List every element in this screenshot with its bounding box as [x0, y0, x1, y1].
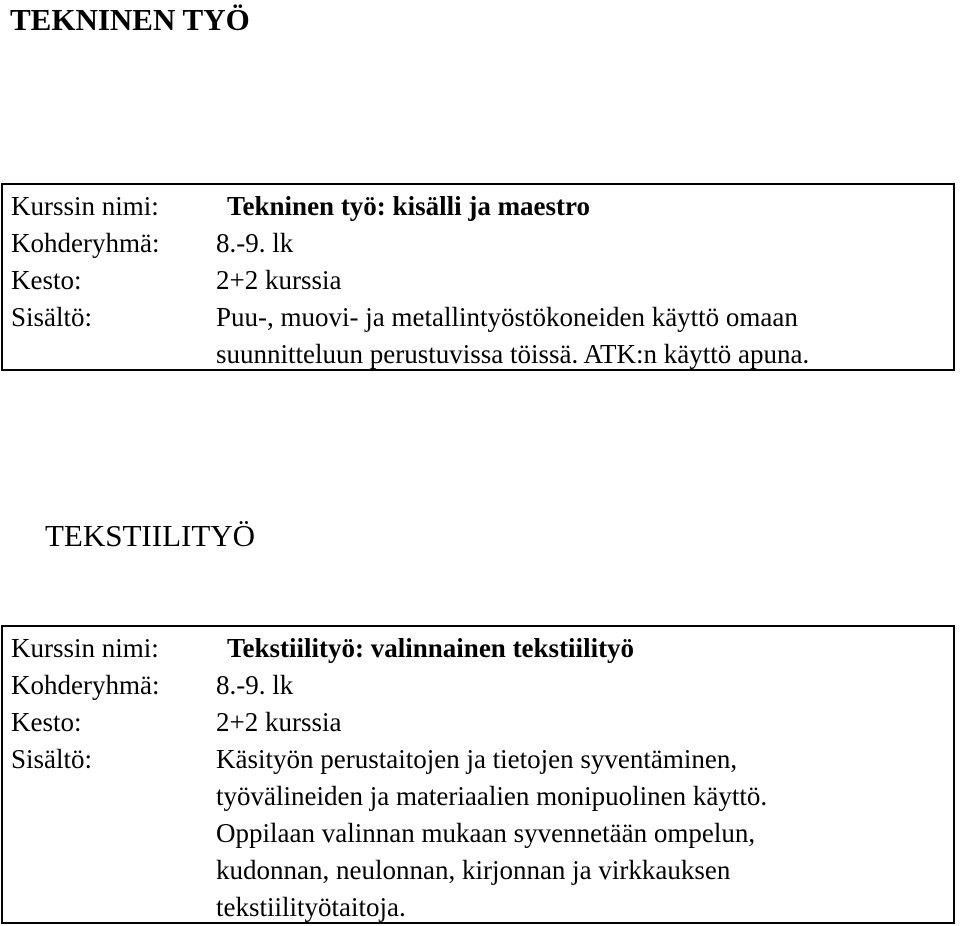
course-name-value: Tekstiilityö: valinnainen tekstiilityö: [227, 633, 635, 663]
target-group-row: [3, 225, 953, 262]
section-heading-tekstiilityo: TEKSTIILITYÖ: [45, 518, 256, 553]
target-group-label: Kohderyhmä:: [11, 228, 160, 258]
duration-value: 2+2 kurssia: [216, 265, 342, 295]
duration-value: 2+2 kurssia: [216, 707, 342, 737]
target-group-value: 8.-9. lk: [216, 228, 294, 258]
content-value: Puu-, muovi- ja metallintyöstökoneiden käyttö omaan suunnitteluun perustuvissa töissä. ATK:n käyttö apuna.: [216, 302, 810, 369]
target-group-value: 8.-9. lk: [216, 670, 294, 700]
content-row: [3, 299, 953, 373]
course-name-label: Kurssin nimi:: [11, 633, 159, 663]
content-label: Sisältö:: [11, 302, 93, 332]
target-group-row: [3, 667, 953, 704]
course-name-label: Kurssin nimi:: [11, 191, 159, 221]
course-name-row: [3, 630, 953, 667]
duration-row: [3, 262, 953, 299]
section-heading-tekninen-tyo: TEKNINEN TYÖ: [10, 2, 250, 37]
content-label: Sisältö:: [11, 744, 93, 774]
duration-label: Kesto:: [11, 707, 82, 737]
course-info-box-tekninen-tyo: [1, 183, 955, 371]
content-value: Käsityön perustaitojen ja tietojen syventäminen, työvälineiden ja materiaalien monipuolinen käyttö. Oppilaan valinnan mukaan syvennetään ompelun, kudonnan, neulonnan, kirjonnan ja virkkauksen tekstiilityötaitoja.: [216, 744, 768, 922]
target-group-label: Kohderyhmä:: [11, 670, 160, 700]
course-info-box-tekstiilityo: [1, 625, 955, 924]
course-name-row: [3, 188, 953, 225]
duration-row: [3, 704, 953, 741]
course-name-value: Tekninen työ: kisälli ja maestro: [227, 191, 591, 221]
duration-label: Kesto:: [11, 265, 82, 295]
content-row: [3, 741, 953, 926]
